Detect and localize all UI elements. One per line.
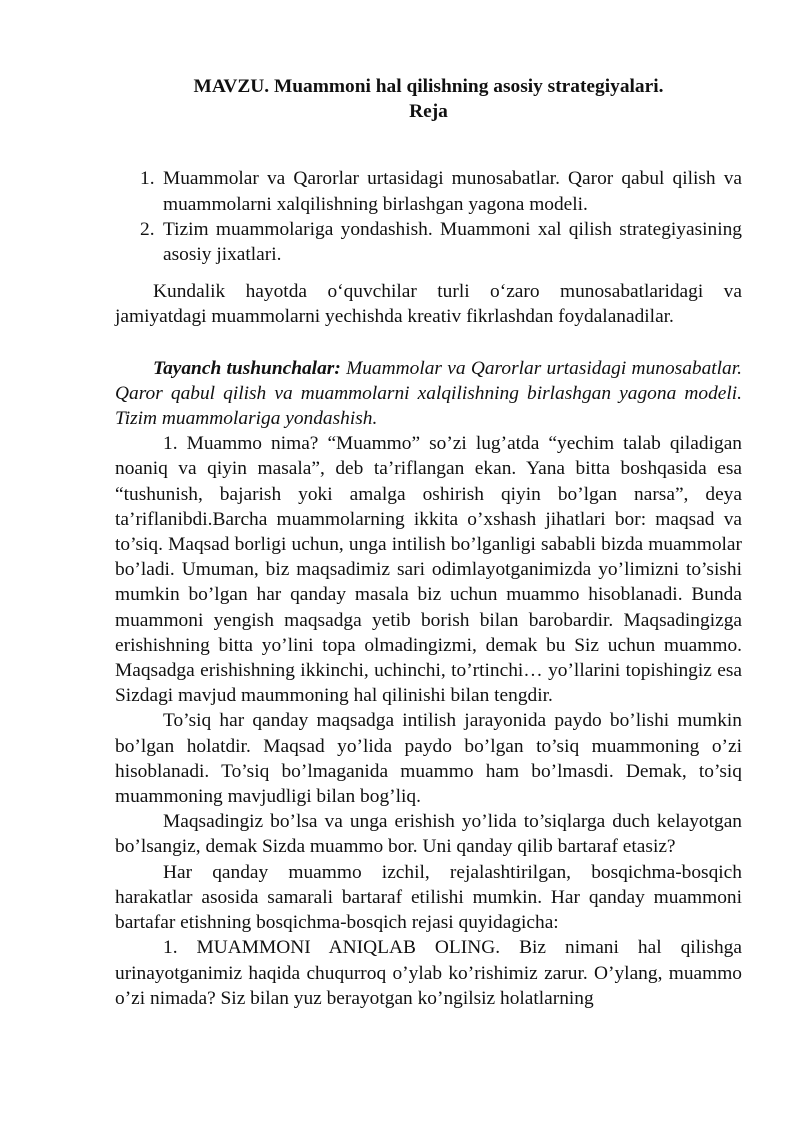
- body-paragraph: To’siq har qanday maqsadga intilish jarayonida paydo bo’lishi mumkin bo’lgan holatdir. Maqsad yo’lida paydo bo’lgan to’siq muammoning o’zi hisoblanadi. To’siq bo’lmaganida muammo ham bo’lmasdi. Demak, to’siq muammoning mavjudligi bilan bog’liq.: [115, 710, 742, 808]
- body-paragraph: 1. MUAMMONI ANIQLAB OLING. Biz nimani hal qilishga urinayotganimiz haqida chuqurroq o’ylab ko’rishimiz zarur. O’ylang, muammo o’zi nimada? Siz bilan yuz berayotgan ko’ngilsiz holatlarning: [115, 937, 742, 1009]
- plan-item-text: Muammolar va Qarorlar urtasidagi munosabatlar. Qaror qabul qilish va muammolarni xalqilishning birlashgan yagona modeli.: [163, 168, 742, 215]
- keywords-paragraph: [115, 356, 742, 432]
- plan-item-number: 1.: [140, 168, 155, 190]
- plan-heading: Reja: [409, 101, 448, 123]
- plan-item: [115, 166, 742, 216]
- body-paragraph: Maqsadingiz bo’lsa va unga erishish yo’lida to’siqlarga duch kelayotgan bo’lsangiz, demak Sizda muammo bor. Uni qanday qilib bartaraf etasiz?: [115, 811, 742, 858]
- plan-item-number: 2.: [140, 218, 155, 240]
- plan-item-text: Tizim muammolariga yondashish. Muammoni xal qilish strategiyasining asosiy jixatlari.: [163, 218, 742, 266]
- keywords-label: Tayanch tushunchalar:: [153, 357, 341, 379]
- page-title: MAVZU. Muammoni hal qilishning asosiy strategiyalari.: [193, 76, 664, 97]
- keywords-text: Muammolar va Qarorlar urtasidagi munosabatlar. Qaror qabul qilish va muammolarni xalqilishning birlashgan yagona modeli. Tizim muammolariga yondashish.: [115, 357, 742, 430]
- plan-list: [115, 166, 742, 267]
- plan-item: [115, 217, 742, 267]
- intro-paragraph: Kundalik hayotda o‘quvchilar turli o‘zaro munosabatlaridagi va jamiyatdagi muammolarni yechishda kreativ fikrlashdan foydalanadilar.: [115, 281, 742, 328]
- document-page: [115, 74, 742, 1011]
- body-paragraph: Har qanday muammo izchil, rejalashtirilgan, bosqichma-bosqich harakatlar asosida samarali bartaraf etilishi mumkin. Har qanday muammoni bartafar etishning bosqichma-bosqich rejasi quyidagicha:: [115, 861, 742, 934]
- body-paragraph: 1. Muammo nima? “Muammo” so’zi lug’atda “yechim talab qiladigan noaniq va qiyin masala”, deb ta’riflangan ekan. Yana bitta boshqasida esa “tushunish, bajarish yoki amalga oshirish qiyin bo’lgan narsa”, deya ta’riflanibdi.Barcha muammolarning ikkita o’xshash jihatlari bor: maqsad va to’siq. Maqsad borligi uchun, unga intilish bo’lganligi sababli bizda muammolar bo’ladi. Umuman, biz maqsadimiz sari odimlayotganimizda yo’limizni to’sishi mumkin bo’lgan har qanday masala biz uchun muammo hisoblanadi. Bunda muammoni yengish maqsadga yetib borish bilan barobardir. Maqsadingizga erishishning bitta yo’lini topa olmadingizmi, demak bu Siz uchun muammo. Maqsadga erishishning ikkinchi, uchinchi, to’rtinchi… yo’llarini topishingiz esa Sizdagi mavjud maummoning hal qilinishi bilan tengdir.: [115, 433, 742, 707]
